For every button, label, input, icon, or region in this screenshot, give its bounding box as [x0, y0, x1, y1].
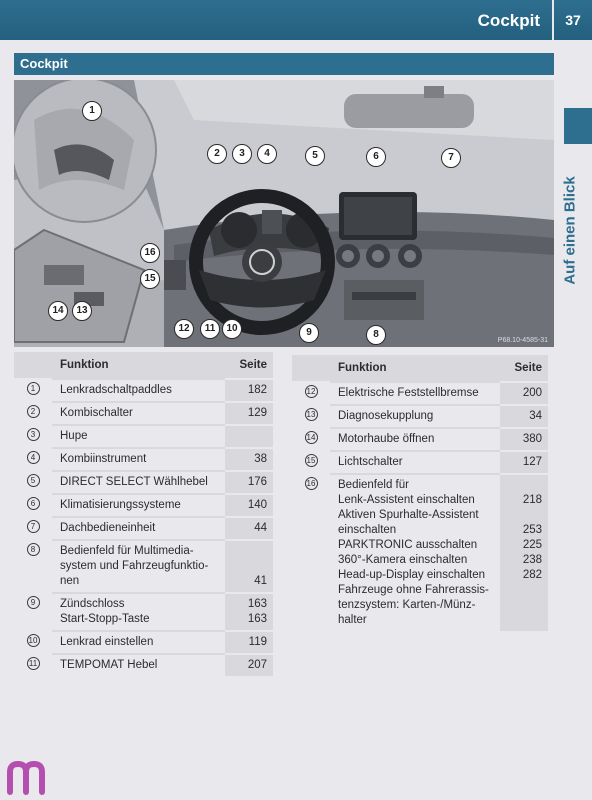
- page-ref: 182: [247, 384, 267, 396]
- row-number: 9: [27, 596, 40, 609]
- function-text: nen: [60, 575, 80, 587]
- row-number: 14: [305, 431, 318, 444]
- callout-10: 10: [222, 319, 242, 339]
- page-header-band: [0, 0, 592, 40]
- side-tab-label: Auf einen Blick: [561, 175, 579, 285]
- row-page: [225, 494, 273, 517]
- callout-12: 12: [174, 319, 194, 339]
- callout-15: 15: [140, 269, 160, 289]
- row-page: [225, 402, 273, 425]
- function-text: einschalten: [338, 524, 397, 536]
- page-ref: 38: [254, 453, 267, 465]
- row-function: [52, 471, 225, 494]
- callout-3: 3: [232, 144, 252, 164]
- row-number-cell: [14, 448, 52, 471]
- col-number: [292, 355, 330, 382]
- callout-8: 8: [366, 325, 386, 345]
- function-text: Bedienfeld für: [338, 479, 409, 491]
- table-row: [292, 428, 548, 451]
- row-function: [52, 593, 225, 631]
- function-text: Start-Stopp-Taste: [60, 613, 150, 625]
- row-number-cell: [292, 405, 330, 428]
- callout-1: 1: [82, 101, 102, 121]
- row-number: 8: [27, 543, 40, 556]
- table-row: [292, 474, 548, 631]
- page-ref: [502, 583, 542, 598]
- function-text: DIRECT SELECT Wählhebel: [60, 476, 208, 488]
- table-row: [14, 494, 273, 517]
- row-page: [500, 405, 548, 428]
- page-ref: [502, 598, 542, 613]
- function-text: Head-up-Display einschalten: [338, 569, 486, 581]
- page-ref: [227, 544, 267, 559]
- col-page-header: Seite: [225, 352, 273, 379]
- row-page: [225, 540, 273, 593]
- publisher-logo: [6, 756, 62, 796]
- row-page: [500, 428, 548, 451]
- row-number-cell: [14, 494, 52, 517]
- page-ref: 129: [247, 407, 267, 419]
- function-text: Fahrzeuge ohne Fahrerassis-: [338, 584, 489, 596]
- function-text: Dachbedieneinheit: [60, 522, 156, 534]
- row-number-cell: [14, 654, 52, 676]
- header-title: Cockpit: [477, 11, 540, 30]
- row-number: 12: [305, 385, 318, 398]
- row-page: [225, 517, 273, 540]
- page-ref: 200: [522, 387, 542, 399]
- table-row: [14, 593, 273, 631]
- col-function-header: Funktion: [330, 355, 500, 382]
- page-ref: 176: [247, 476, 267, 488]
- row-page: [225, 379, 273, 402]
- row-page: [225, 593, 273, 631]
- page-ref: 140: [247, 499, 267, 511]
- row-number: 10: [27, 634, 40, 647]
- callout-11: 11: [200, 319, 220, 339]
- page-ref: 380: [522, 433, 542, 445]
- row-number-cell: [292, 451, 330, 474]
- function-text: Lenkradschaltpaddles: [60, 384, 172, 396]
- page-ref: 207: [247, 659, 267, 671]
- row-function: [52, 379, 225, 402]
- function-text: halter: [338, 614, 367, 626]
- callout-16: 16: [140, 243, 160, 263]
- row-number-cell: [14, 471, 52, 494]
- callout-9: 9: [299, 323, 319, 343]
- function-text: Lichtschalter: [338, 456, 403, 468]
- callout-4: 4: [257, 144, 277, 164]
- row-page: [225, 631, 273, 654]
- row-number: 13: [305, 408, 318, 421]
- side-tab-marker: [564, 108, 592, 144]
- page-ref: 218: [522, 494, 542, 506]
- col-function-header: Funktion: [52, 352, 225, 379]
- row-page: [225, 471, 273, 494]
- row-function: [52, 425, 225, 448]
- page-ref: [227, 429, 267, 444]
- row-number-cell: [292, 382, 330, 405]
- table-row: [14, 540, 273, 593]
- function-text: Bedienfeld für Multimedia-: [60, 545, 194, 557]
- row-number-cell: [14, 425, 52, 448]
- function-text: Elektrische Feststellbremse: [338, 387, 479, 399]
- page-ref: 34: [529, 410, 542, 422]
- row-function: [52, 631, 225, 654]
- page-ref: [502, 478, 542, 493]
- function-text: Aktiven Spurhalte-Assistent: [338, 509, 479, 521]
- table-row: [14, 379, 273, 402]
- page-ref: 282: [522, 569, 542, 581]
- row-number-cell: [14, 631, 52, 654]
- function-text: Zündschloss: [60, 598, 125, 610]
- function-text: Klimatisierungssysteme: [60, 499, 181, 511]
- function-table-right: [292, 355, 548, 631]
- row-number: 11: [27, 657, 40, 670]
- image-credit: P68.10-4585-31: [497, 337, 548, 344]
- page-ref: [502, 508, 542, 523]
- col-page-header: Seite: [500, 355, 548, 382]
- row-function: [52, 402, 225, 425]
- table-row: [14, 517, 273, 540]
- row-page: [225, 654, 273, 676]
- table-row: [14, 425, 273, 448]
- row-page: [225, 425, 273, 448]
- table-row: [14, 631, 273, 654]
- col-number: [14, 352, 52, 379]
- page-ref: [502, 613, 542, 628]
- row-function: [52, 540, 225, 593]
- row-number: 6: [27, 497, 40, 510]
- callout-6: 6: [366, 147, 386, 167]
- function-text: system und Fahrzeugfunktio-: [60, 560, 209, 572]
- function-text: Lenk-Assistent einschalten: [338, 494, 475, 506]
- row-function: [330, 428, 500, 451]
- row-number-cell: [14, 540, 52, 593]
- row-function: [52, 654, 225, 676]
- table-row: [292, 405, 548, 428]
- callout-5: 5: [305, 146, 325, 166]
- row-function: [52, 517, 225, 540]
- row-function: [330, 382, 500, 405]
- row-function: [330, 405, 500, 428]
- row-function: [330, 474, 500, 631]
- row-number-cell: [14, 593, 52, 631]
- row-number: 2: [27, 405, 40, 418]
- side-tab: [552, 150, 588, 310]
- function-text: Motorhaube öffnen: [338, 433, 435, 445]
- row-number: 3: [27, 428, 40, 441]
- table-row: [292, 382, 548, 405]
- table-row: [14, 448, 273, 471]
- function-text: Kombiinstrument: [60, 453, 147, 465]
- callout-13: 13: [72, 301, 92, 321]
- row-page: [500, 451, 548, 474]
- table-row: [292, 451, 548, 474]
- cockpit-photo: [14, 80, 554, 347]
- row-function: [52, 494, 225, 517]
- page-ref: 163: [247, 613, 267, 625]
- function-text: 360°-Kamera einschalten: [338, 554, 468, 566]
- table-row: [14, 471, 273, 494]
- page-ref: 238: [522, 554, 542, 566]
- row-number: 5: [27, 474, 40, 487]
- page-ref: 225: [522, 539, 542, 551]
- callout-2: 2: [207, 144, 227, 164]
- section-heading: Cockpit: [14, 53, 554, 75]
- row-function: [52, 448, 225, 471]
- page-ref: 253: [522, 524, 542, 536]
- page-ref: 44: [254, 522, 267, 534]
- row-function: [330, 451, 500, 474]
- page-ref: [227, 559, 267, 574]
- function-text: PARKTRONIC ausschalten: [338, 539, 478, 551]
- row-page: [225, 448, 273, 471]
- page-ref: 127: [522, 456, 542, 468]
- page-ref: 119: [248, 636, 267, 648]
- function-text: tenzsystem: Karten-/Münz-: [338, 599, 476, 611]
- row-number: 1: [27, 382, 40, 395]
- table-row: [14, 654, 273, 676]
- function-text: Hupe: [60, 430, 88, 442]
- page-number: 37: [552, 0, 592, 40]
- row-number-cell: [14, 517, 52, 540]
- function-text: Lenkrad einstellen: [60, 636, 154, 648]
- row-number: 15: [305, 454, 318, 467]
- function-text: Diagnosekupplung: [338, 410, 434, 422]
- row-page: [500, 382, 548, 405]
- callout-14: 14: [48, 301, 68, 321]
- function-table-left: [14, 352, 273, 676]
- row-page: [500, 474, 548, 631]
- row-number-cell: [14, 402, 52, 425]
- row-number-cell: [14, 379, 52, 402]
- function-text: Kombischalter: [60, 407, 133, 419]
- row-number: 7: [27, 520, 40, 533]
- row-number: 4: [27, 451, 40, 464]
- function-text: TEMPOMAT Hebel: [60, 659, 158, 671]
- row-number-cell: [292, 428, 330, 451]
- callout-7: 7: [441, 148, 461, 168]
- table-row: [14, 402, 273, 425]
- row-number: 16: [305, 477, 318, 490]
- page-ref: 163: [247, 598, 267, 610]
- page-ref: 41: [254, 575, 267, 587]
- row-number-cell: [292, 474, 330, 631]
